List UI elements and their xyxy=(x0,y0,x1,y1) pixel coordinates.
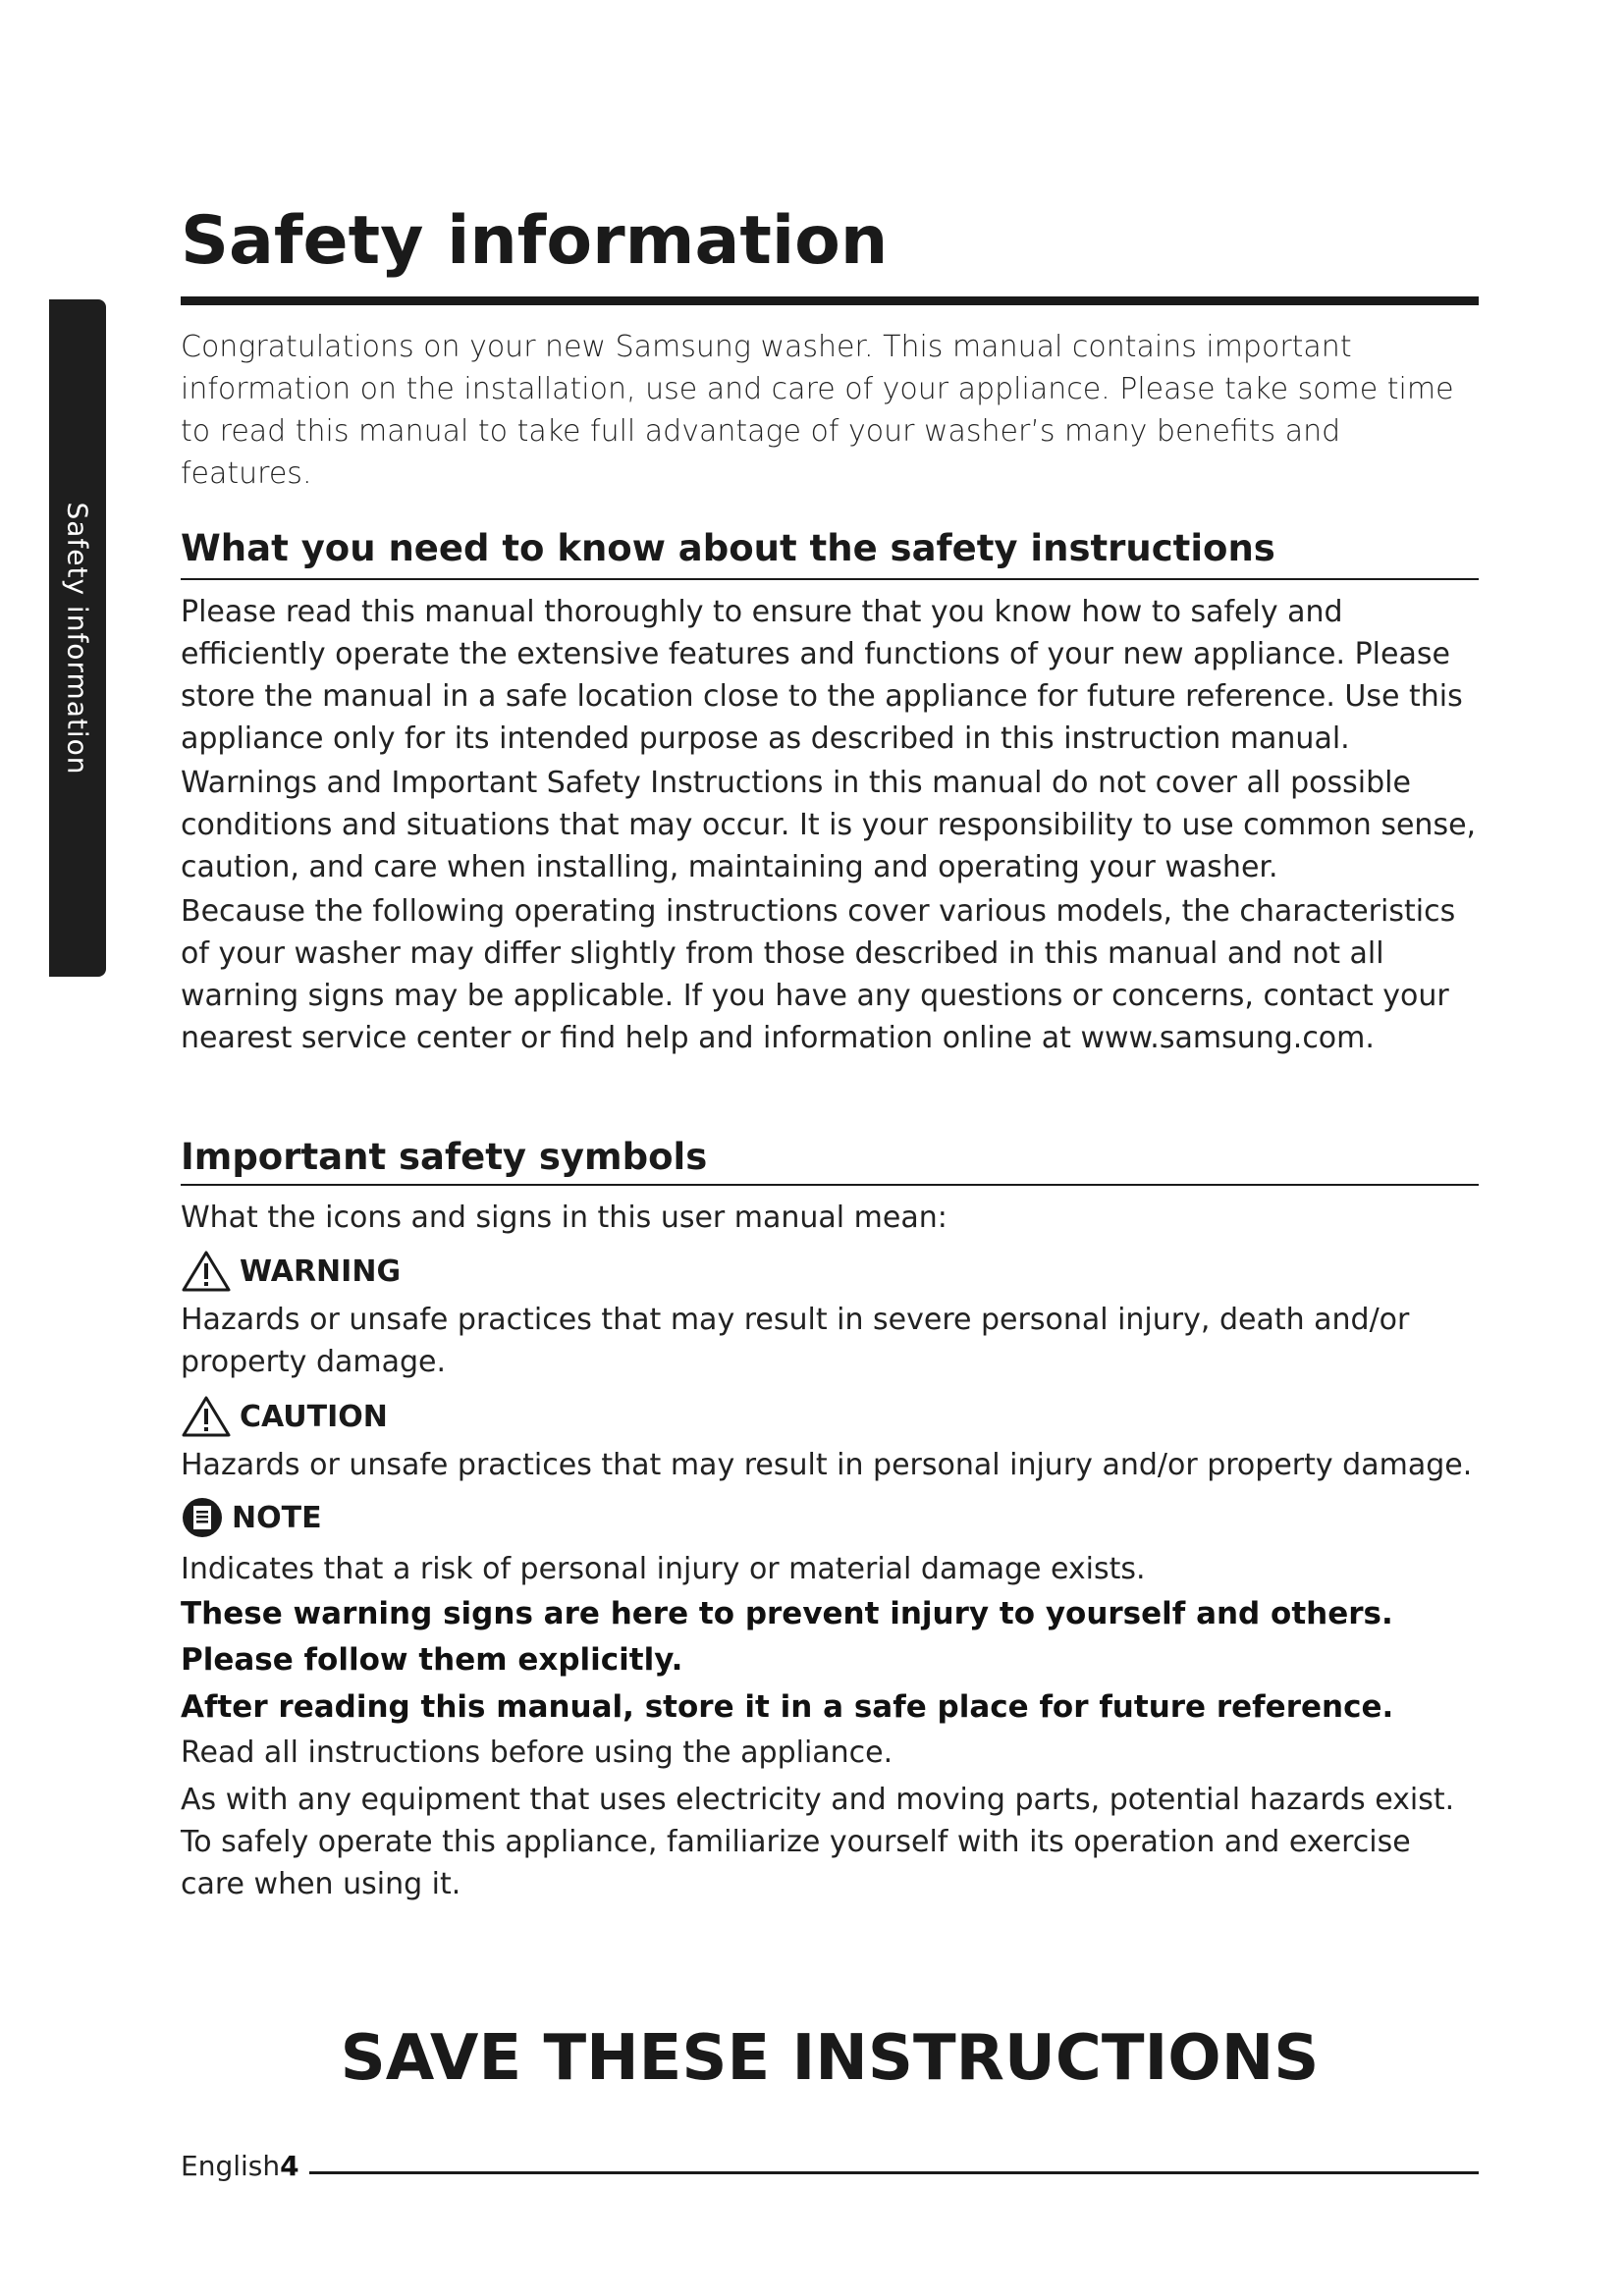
warning-label-row xyxy=(181,1250,401,1293)
note-icon xyxy=(181,1496,224,1539)
caution-triangle-icon xyxy=(181,1395,232,1438)
bold-instruction: After reading this manual, store it in a safe place for future reference. xyxy=(181,1689,1394,1725)
caution-label-row xyxy=(181,1395,388,1438)
section-heading-safety-instructions: What you need to know about the safety instructions xyxy=(181,527,1275,569)
section-divider xyxy=(181,1184,1479,1186)
warning-label: WARNING xyxy=(240,1254,402,1289)
note-label-row xyxy=(181,1496,322,1539)
caution-text: Hazards or unsafe practices that may result in personal injury and/or property damage. xyxy=(181,1448,1473,1482)
warning-text: Hazards or unsafe practices that may result in severe personal injury, death and/or property damage. xyxy=(181,1303,1410,1379)
side-tab-label: Safety information xyxy=(61,501,94,775)
title-divider xyxy=(181,296,1479,305)
side-tab-label-wrap xyxy=(49,299,106,977)
closing-line: Read all instructions before using the appliance. xyxy=(181,1735,893,1770)
bold-instruction: Please follow them explicitly. xyxy=(181,1642,683,1678)
paragraph: Warnings and Important Safety Instructions in this manual do not cover all possible conditions and situations that may occur. It is your responsibility to use common sense, caution, and care when installing, maintaining and operating your washer. xyxy=(181,766,1477,884)
note-label: NOTE xyxy=(232,1500,322,1535)
caution-label: CAUTION xyxy=(240,1399,388,1434)
intro-paragraph: Congratulations on your new Samsung washer. This manual contains important information on the installation, use and care of your appliance. Please take some time to read this manual to take full advantage of your washer’s many benefits and features. xyxy=(181,330,1454,491)
section-safety-instructions-body xyxy=(181,591,1479,1061)
save-instructions-banner: SAVE THESE INSTRUCTIONS xyxy=(340,2022,1320,2095)
section-divider xyxy=(181,578,1479,580)
page-number: 4 xyxy=(280,2150,299,2182)
page-footer xyxy=(181,2150,1479,2182)
symbols-lead: What the icons and signs in this user manual mean: xyxy=(181,1201,947,1235)
closing-paragraph: As with any equipment that uses electricity and moving parts, potential hazards exist. To safely operate this appliance, familiarize yourself with its operation and exercise care when using it. xyxy=(181,1783,1455,1901)
warning-triangle-icon xyxy=(181,1250,232,1293)
footer-language: English xyxy=(181,2150,281,2182)
bold-instruction: These warning signs are here to prevent injury to yourself and others. xyxy=(181,1596,1393,1631)
paragraph: Because the following operating instructions cover various models, the characteristics of your washer may differ slightly from those described in this manual and not all warning signs may be applicable. If you have any questions or concerns, contact your nearest service center or find help and information online at www.samsung.com. xyxy=(181,894,1456,1055)
footer-label xyxy=(181,2150,299,2182)
note-text: Indicates that a risk of personal injury or material damage exists. xyxy=(181,1552,1146,1586)
footer-rule xyxy=(309,2171,1479,2174)
page-title: Safety information xyxy=(181,202,889,280)
paragraph: Please read this manual thoroughly to ensure that you know how to safely and efficiently operate the extensive features and functions of your new appliance. Please store the manual in a safe location close to the appliance for future reference. Use this appliance only for its intended purpose as described in this instruction manual. xyxy=(181,595,1463,756)
section-heading-safety-symbols: Important safety symbols xyxy=(181,1136,708,1178)
